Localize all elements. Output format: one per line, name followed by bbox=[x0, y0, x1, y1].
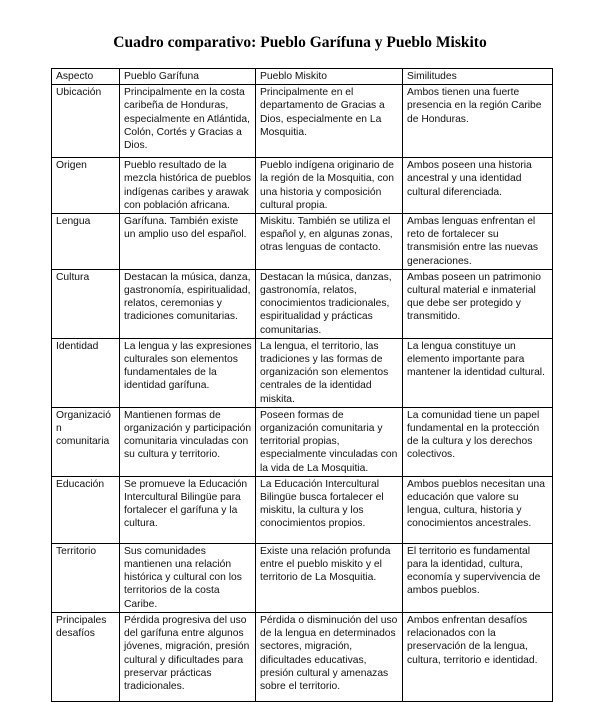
cell-similitudes: Ambos pueblos necesitan una educación que valore su lengua, cultura, historia y conocimientos ancestrales. bbox=[403, 476, 553, 543]
cell-miskito: Principalmente en el departamento de Gracias a Dios, especialmente en La Mosquitia. bbox=[256, 85, 403, 158]
cell-aspect: Educación bbox=[52, 476, 120, 543]
cell-miskito: Pueblo indígena originario de la región de la Mosquitia, con una historia y composición cultural propia. bbox=[256, 158, 403, 214]
cell-miskito: Poseen formas de organización comunitaria y territorial propias, especialmente vinculadas con la vida de La Mosquitia. bbox=[256, 407, 403, 476]
header-miskito: Pueblo Miskito bbox=[256, 69, 403, 85]
table-row bbox=[52, 543, 553, 612]
table-row bbox=[52, 269, 553, 338]
table-row bbox=[52, 338, 553, 407]
header-similitudes: Similitudes bbox=[403, 69, 553, 85]
cell-similitudes: La lengua constituye un elemento importante para mantener la identidad cultural. bbox=[403, 338, 553, 407]
cell-similitudes: Ambas poseen un patrimonio cultural material e inmaterial que debe ser protegido y transmitido. bbox=[403, 269, 553, 338]
cell-similitudes: Ambos poseen una historia ancestral y una identidad cultural diferenciada. bbox=[403, 158, 553, 214]
cell-miskito: Pérdida o disminución del uso de la lengua en determinados sectores, migración, dificultades educativas, presión cultural y amenazas sobre el territorio. bbox=[256, 612, 403, 701]
cell-miskito: Miskitu. También se utiliza el español y, en algunas zonas, otras lenguas de contacto. bbox=[256, 214, 403, 270]
cell-aspect: Principales desafíos bbox=[52, 612, 120, 701]
cell-miskito: Destacan la música, danzas, gastronomía, relatos, conocimientos tradicionales, espiritualidad y prácticas comunitarias. bbox=[256, 269, 403, 338]
cell-similitudes: El territorio es fundamental para la identidad, cultura, economía y supervivencia de ambos pueblos. bbox=[403, 543, 553, 612]
cell-garifuna: Pueblo resultado de la mezcla histórica de pueblos indígenas caribes y arawak con población africana. bbox=[120, 158, 256, 214]
table-row bbox=[52, 85, 553, 158]
cell-garifuna: Pérdida progresiva del uso del garífuna entre algunos jóvenes, migración, presión cultural y dificultades para preservar prácticas tradicionales. bbox=[120, 612, 256, 701]
table-row bbox=[52, 612, 553, 701]
table-row bbox=[52, 214, 553, 270]
table-row bbox=[52, 476, 553, 543]
cell-aspect: Territorio bbox=[52, 543, 120, 612]
cell-aspect: Ubicación bbox=[52, 85, 120, 158]
cell-garifuna: Sus comunidades mantienen una relación histórica y cultural con los territorios de la costa Caribe. bbox=[120, 543, 256, 612]
cell-similitudes: Ambos tienen una fuerte presencia en la región Caribe de Honduras. bbox=[403, 85, 553, 158]
cell-similitudes: La comunidad tiene un papel fundamental en la protección de la cultura y los derechos colectivos. bbox=[403, 407, 553, 476]
comparison-table bbox=[51, 68, 553, 702]
cell-miskito: Existe una relación profunda entre el pueblo miskito y el territorio de La Mosquitia. bbox=[256, 543, 403, 612]
cell-aspect: Cultura bbox=[52, 269, 120, 338]
document-title: Cuadro comparativo: Pueblo Garífuna y Pueblo Miskito bbox=[113, 34, 487, 51]
cell-aspect: Identidad bbox=[52, 338, 120, 407]
cell-garifuna: Mantienen formas de organización y participación comunitaria vinculadas con su cultura y territorio. bbox=[120, 407, 256, 476]
cell-garifuna: Destacan la música, danza, gastronomía, espiritualidad, relatos, ceremonias y tradiciones comunitarias. bbox=[120, 269, 256, 338]
cell-miskito: La Educación Intercultural Bilingüe busca fortalecer el miskitu, la cultura y los conocimientos propios. bbox=[256, 476, 403, 543]
table-row bbox=[52, 407, 553, 476]
cell-garifuna: Principalmente en la costa caribeña de Honduras, especialmente en Atlántida, Colón, Cortés y Gracias a Dios. bbox=[120, 85, 256, 158]
cell-miskito: La lengua, el territorio, las tradiciones y las formas de organización son elementos centrales de la identidad miskita. bbox=[256, 338, 403, 407]
header-garifuna: Pueblo Garífuna bbox=[120, 69, 256, 85]
cell-garifuna: Garífuna. También existe un amplio uso del español. bbox=[120, 214, 256, 270]
cell-similitudes: Ambos enfrentan desafíos relacionados con la preservación de la lengua, cultura, territorio e identidad. bbox=[403, 612, 553, 701]
cell-aspect: Origen bbox=[52, 158, 120, 214]
table-header-row bbox=[52, 69, 553, 85]
cell-garifuna: La lengua y las expresiones culturales son elementos fundamentales de la identidad garífuna. bbox=[120, 338, 256, 407]
cell-aspect: Organización comunitaria bbox=[52, 407, 120, 476]
cell-aspect: Lengua bbox=[52, 214, 120, 270]
header-aspecto: Aspecto bbox=[52, 69, 120, 85]
table-row bbox=[52, 158, 553, 214]
cell-garifuna: Se promueve la Educación Intercultural Bilingüe para fortalecer el garífuna y la cultura. bbox=[120, 476, 256, 543]
cell-similitudes: Ambas lenguas enfrentan el reto de fortalecer su transmisión entre las nuevas generaciones. bbox=[403, 214, 553, 270]
